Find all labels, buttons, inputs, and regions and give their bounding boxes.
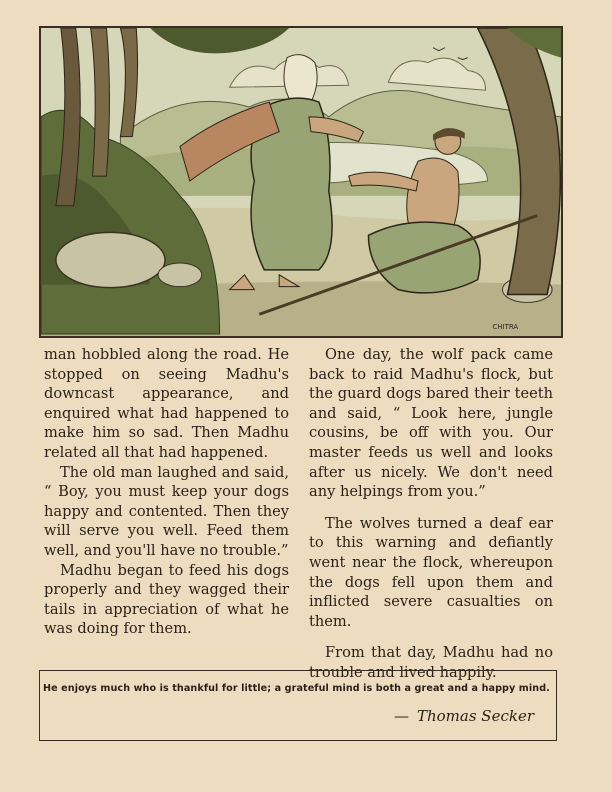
left-paragraph-2: The old man laughed and said, “ Boy, you must keep your dogs happy and contented. Then they will serve you well. Feed them well, and you'll have no trouble.” <box>44 463 289 559</box>
right-paragraph-3: From that day, Madhu had no trouble and lived happily. <box>309 644 553 681</box>
left-paragraph-3: Madhu began to feed his dogs properly and they wagged their tails in appreciation of what he was doing for them. <box>44 561 289 638</box>
quote-box <box>39 670 557 741</box>
artist-signature: CHITRA <box>492 323 519 332</box>
left-column <box>44 345 289 639</box>
quote-author: Thomas Secker <box>416 707 534 725</box>
right-column <box>309 345 553 683</box>
right-paragraph-2: The wolves turned a deaf ear to this warning and defiantly went near the flock, whereupon the dogs fell upon them and inflicted severe casualties on them. <box>309 514 553 630</box>
right-paragraph-1: One day, the wolf pack came back to raid Madhu's flock, but the guard dogs bared their teeth and said, “ Look here, jungle cousins, be off with you. Our master feeds us well and looks after us nicely. We don't need any helpings from you.” <box>309 346 553 501</box>
story-illustration <box>39 26 563 338</box>
quote-attribution <box>394 707 534 725</box>
quote-text: He enjoys much who is thankful for little; a grateful mind is both a great and a happy mind. <box>43 683 550 694</box>
left-paragraph-1: man hobbled along the road. He stopped on seeing Madhu's downcast appearance, and enquired what had happened to make him so sad. Then Madhu related all that had happened. <box>44 346 289 461</box>
illustration-drawing <box>41 28 561 336</box>
quote-dash: — <box>393 707 409 725</box>
